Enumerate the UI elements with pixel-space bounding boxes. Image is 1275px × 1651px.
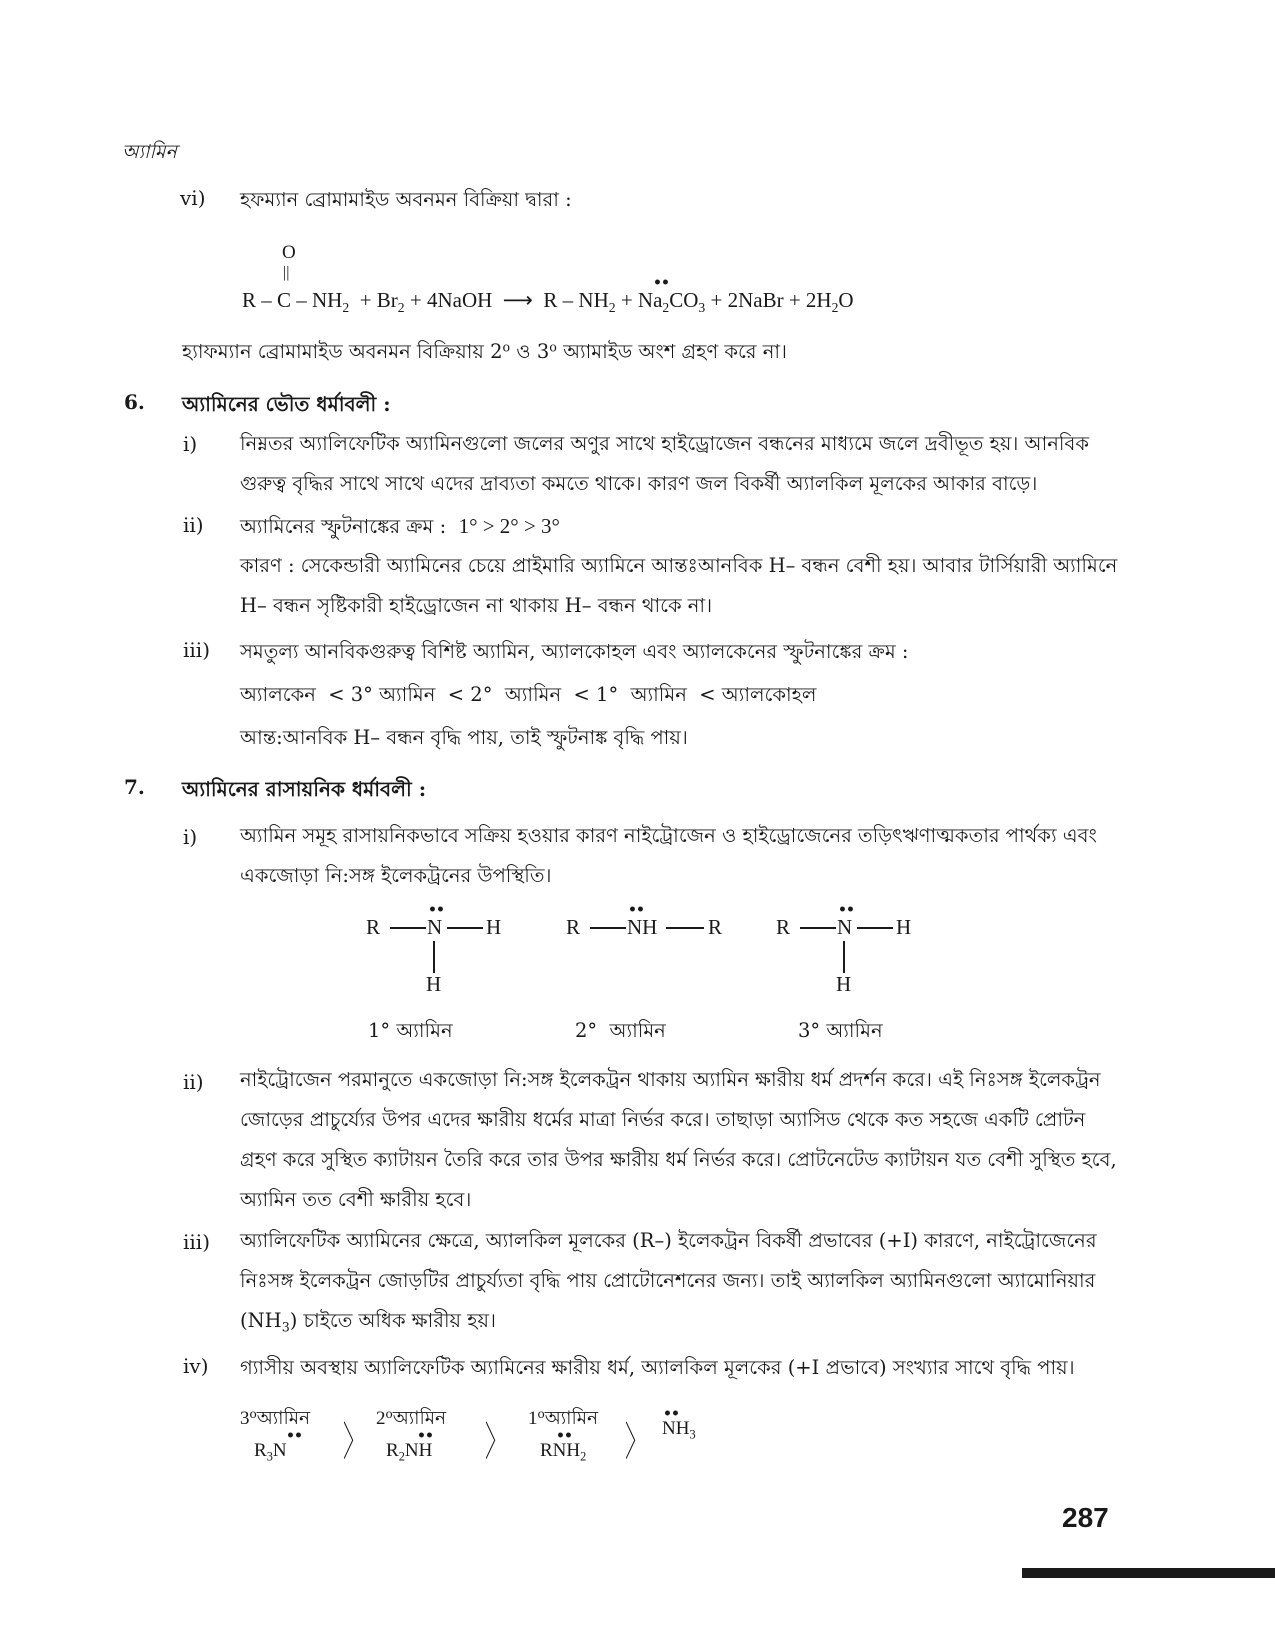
page-number: 287 [1062, 1502, 1109, 1533]
section-number: 6. [124, 390, 145, 414]
paragraph: কারণ : সেকেন্ডারী অ্যামিনের চেয়ে প্রাইমারি অ্যামিনে আন্তঃআনবিক H– বন্ধন বেশী হয়। আবার টার্সিয়ারী অ্যামিনে H– বন্ধন সৃষ্টিকারী হাইড্রোজেন না থাকায় H– বন্ধন থাকে না। [240, 554, 1118, 617]
section-title: অ্যামিনের রাসায়নিক ধর্মাবলী : [182, 777, 427, 801]
structure-label: 1° অ্যামিন [368, 1019, 453, 1042]
boiling-point-comparison: অ্যালকেন < 3° অ্যামিন < 2° অ্যামিন < 1° অ্যামিন < অ্যালকোহল [240, 683, 817, 706]
item-marker: i) [183, 825, 198, 849]
paragraph: অ্যামিন সমূহ রাসায়নিকভাবে সক্রিয় হওয়ার কারণ নাইট্রোজেন ও হাইড্রোজেনের তড়িৎঋণাত্মকতার পার্থক্য এবং একজোড়া নি:সঙ্গ ইলেকট্রনের উপস্থিতি। [240, 824, 1097, 887]
item-marker: i) [183, 432, 198, 456]
structure-label: 3° অ্যামিন [798, 1019, 883, 1042]
item-marker: iii) [183, 638, 210, 662]
section-title: অ্যামিনের ভৌত ধর্মাবলী : [182, 392, 391, 416]
lone-pair-dots: •• [653, 275, 669, 291]
carbonyl-oxygen: O [282, 242, 296, 263]
paragraph: নিম্নতর অ্যালিফেটিক অ্যামিনগুলো জলের অণুর সাথে হাইড্রোজেন বন্ধনের মাধ্যমে জলে দ্রবীভূত হয়। আনবিক গুরুত্ব বৃদ্ধির সাথে সাথে এদের দ্রাব্যতা কমতে থাকে। কারণ জল বিকর্ষী অ্যালকিল মূলকের আকার বাড়ে। [240, 432, 1089, 495]
paragraph: আন্ত:আনবিক H– বন্ধন বৃদ্ধি পায়, তাই স্ফুটনাঙ্ক বৃদ্ধি পায়। [240, 726, 688, 749]
paragraph: সমতুল্য আনবিকগুরুত্ব বিশিষ্ট অ্যামিন, অ্যালকোহল এবং অ্যালকেনের স্ফুটনাঙ্কের ক্রম : [240, 640, 909, 663]
running-header: অ্যামিন [122, 141, 177, 163]
double-bond: || [283, 264, 290, 281]
paragraph: নাইট্রোজেন পরমানুতে একজোড়া নি:সঙ্গ ইলেকট্রন থাকায় অ্যামিন ক্ষারীয় ধর্ম প্রদর্শন করে। এই নিঃসঙ্গ ইলেকট্রন জোড়ের প্রাচুর্য্যের উপর এদের ক্ষারীয় ধর্মের মাত্রা নির্ভর করে। তাছাড়া অ্যাসিড থেকে কত সহজে একটি প্রোটন গ্রহণ করে সুস্থিত ক্যাটায়ন তৈরি করে তার উপর ক্ষারীয় ধর্ম নির্ভর করে। প্রোটনেটেড ক্যাটায়ন যত বেশী সুস্থিত হবে, অ্যামিন তত বেশী ক্ষারীয় হবে। [240, 1068, 1117, 1211]
structure-label: 2° অ্যামিন [575, 1019, 666, 1042]
item-marker: ii) [183, 513, 204, 537]
paragraph: অ্যালিফেটিক অ্যামিনের ক্ষেত্রে, অ্যালকিল মূলকের (R–) ইলেকট্রন বিকর্ষী প্রভাবের (+I) কারণে, নাইট্রোজেনের নিঃসঙ্গ ইলেকট্রন জোড়টির প্রাচুর্য্যতা বৃদ্ধি পায় প্রোটোনেশনের জন্য। তাই অ্যালকিল অ্যামিনগুলো অ্যামোনিয়ার $(NH_3)$ চাইতে অধিক ক্ষারীয় হয়। [240, 1229, 1097, 1335]
item-marker: iv) [183, 1354, 209, 1378]
paragraph: গ্যাসীয় অবস্থায় অ্যালিফেটিক অ্যামিনের ক্ষারীয় ধর্ম, অ্যালকিল মূলকের (+I প্রভাবে) সংখ্যার সাথে বৃদ্ধি পায়। [240, 1356, 1075, 1379]
greater-than-sign: 〉 [485, 1419, 507, 1465]
item-marker: vi) [180, 186, 206, 210]
item-marker: iii) [183, 1230, 210, 1254]
reaction-arrow: ⟶ [502, 288, 533, 312]
hofmann-equation: $R - C - NH_2 + Br_2$ + 4NaOH ⟶ $R - NH_2 + Na_2CO_3$ + 2NaBr + $2H_2O$ [242, 288, 854, 315]
footer-rule [1022, 1568, 1275, 1578]
section-number: 7. [124, 775, 145, 799]
hofmann-title: হফম্যান ব্রোমামাইড অবনমন বিক্রিয়া দ্বারা : [240, 188, 572, 211]
greater-than-sign: 〉 [343, 1419, 365, 1465]
hofmann-note: হ্যাফম্যান ব্রোমামাইড অবনমন বিক্রিয়ায় 2$^o$ ও 3$^o$ অ্যামাইড অংশ গ্রহণ করে না। [182, 339, 787, 363]
boiling-point-order: অ্যামিনের স্ফুটনাঙ্কের ক্রম : 1° > 2° > 3° [240, 514, 560, 538]
greater-than-sign: 〉 [625, 1419, 647, 1465]
item-marker: ii) [183, 1070, 204, 1094]
